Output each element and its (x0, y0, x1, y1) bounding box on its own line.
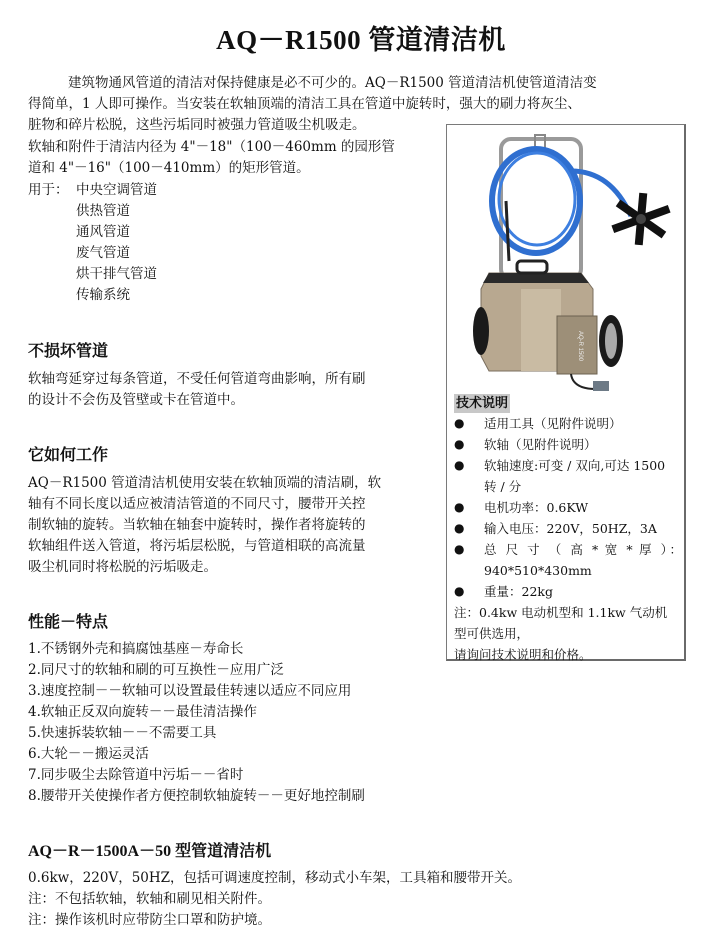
bullet-icon: ● (454, 458, 465, 472)
spec-item: ● 重量：22kg (454, 581, 682, 602)
how-line: 软轴组件送入管道，将污垢层松脱，与管道相联的高流量 (28, 538, 366, 554)
spec-note: 注：0.4kw 电动机型和 1.1kw 气动机 (454, 605, 668, 620)
no-damage-line: 软轴弯延穿过每条管道，不受任何管道弯曲影响，所有刷 (28, 371, 366, 387)
uses-item: 烘干排气管道 (76, 266, 157, 282)
intro-line-3: 脏物和碎片松脱，这些污垢同时被强力管道吸尘机吸走。 (28, 117, 366, 133)
svg-text:AQ-R 1500: AQ-R 1500 (577, 331, 583, 362)
spec-item-continued: 940*510*430mm (484, 563, 592, 578)
uses-item: 通风管道 (76, 224, 130, 240)
spec-box (446, 124, 686, 661)
spec-item: ● 输入电压：220V，50HZ，3A (454, 518, 682, 539)
uses-item: 中央空调管道 (76, 182, 157, 198)
brush-icon (611, 193, 670, 245)
machine-image (461, 131, 681, 393)
spec-item: ● 电机功率：0.6KW (454, 497, 682, 518)
feature-item: 1.不锈钢外壳和搞腐蚀基座－寿命长 (28, 641, 244, 657)
heading-features: 性能－特点 (28, 612, 109, 631)
model-line: 0.6kw，220V，50HZ，包括可调速度控制，移动式小车架，工具箱和腰带开关。 (28, 870, 522, 886)
bullet-icon: ● (454, 521, 465, 535)
heading-no-damage: 不损坏管道 (28, 341, 109, 360)
spec-item: ● 总 尺 寸 （ 高 * 宽 * 厚 ）： (454, 539, 682, 560)
bullet-icon: ● (454, 500, 465, 514)
bullet-icon: ● (454, 584, 465, 598)
how-line: 制软轴的旋转。当软轴在轴套中旋转时，操作者将旋转的 (28, 517, 366, 533)
bullet-icon: ● (454, 437, 465, 451)
intro-line-1: 建筑物通风管道的清洁对保持健康是必不可少的。AQ－R1500 管道清洁机使管道清洁变 (68, 75, 597, 91)
uses-item: 供热管道 (76, 203, 130, 219)
spec-note: 请询问技术说明和价格。 (454, 647, 592, 662)
how-line: AQ－R1500 管道清洁机使用安装在软轴顶端的清洁刷，软 (28, 475, 382, 491)
heading-how-it-works: 它如何工作 (28, 445, 109, 464)
spec-list (454, 413, 682, 665)
spec-label: 技术说明 (456, 396, 509, 411)
feature-item: 2.同尺寸的软轴和刷的可互换性－应用广泛 (28, 662, 284, 678)
spec-item: ● 软轴（见附件说明） (454, 434, 682, 455)
how-line: 吸尘机同时将松脱的污垢吸走。 (28, 559, 217, 575)
uses-item: 废气管道 (76, 245, 130, 261)
feature-item: 3.速度控制－－软轴可以设置最佳转速以适应不同应用 (28, 683, 352, 699)
bullet-icon: ● (454, 416, 465, 430)
how-line: 轴有不同长度以适应被清洁管道的不同尺寸，腰带开关控 (28, 496, 366, 512)
uses-item: 传输系统 (76, 287, 130, 303)
intro-line-5: 道和 4"－16"（100－410mm）的矩形管道。 (28, 160, 310, 176)
feature-item: 4.软轴正反双向旋转－－最佳清洁操作 (28, 704, 257, 720)
spec-note: 型可供选用， (454, 626, 530, 641)
uses-label: 用于： (28, 182, 69, 198)
feature-item: 8.腰带开关使操作者方便控制软轴旋转－－更好地控制刷 (28, 788, 365, 804)
page-title: AQ－R1500 管道清洁机 (216, 25, 506, 55)
bullet-icon: ● (454, 542, 465, 556)
spec-item: ● 软轴速度:可变 / 双向,可达 1500 (454, 455, 682, 476)
model-note: 注：操作该机时应带防尘口罩和防护境。 (28, 912, 271, 928)
spec-item-continued: 转 / 分 (484, 479, 522, 494)
spec-item: ● 适用工具（见附件说明） (454, 413, 682, 434)
no-damage-line: 的设计不会伤及管壁或卡在管道中。 (28, 392, 244, 408)
intro-line-4: 软轴和附件于清洁内径为 4"－18"（100－460mm 的园形管 (28, 139, 395, 155)
heading-model: AQ－R－1500A－50 型管道清洁机 (28, 843, 272, 860)
intro-line-2: 得简单，1 人即可操作。当安装在软轴顶端的清洁工具在管道中旋转时，强大的刷力将灰尘、 (28, 96, 581, 112)
model-note: 注：不包括软轴，软轴和刷见相关附件。 (28, 891, 271, 907)
feature-item: 5.快速拆装软轴－－不需要工具 (28, 725, 217, 741)
feature-item: 6.大轮－－搬运灵活 (28, 746, 149, 762)
feature-item: 7.同步吸尘去除管道中污垢－－省时 (28, 767, 244, 783)
